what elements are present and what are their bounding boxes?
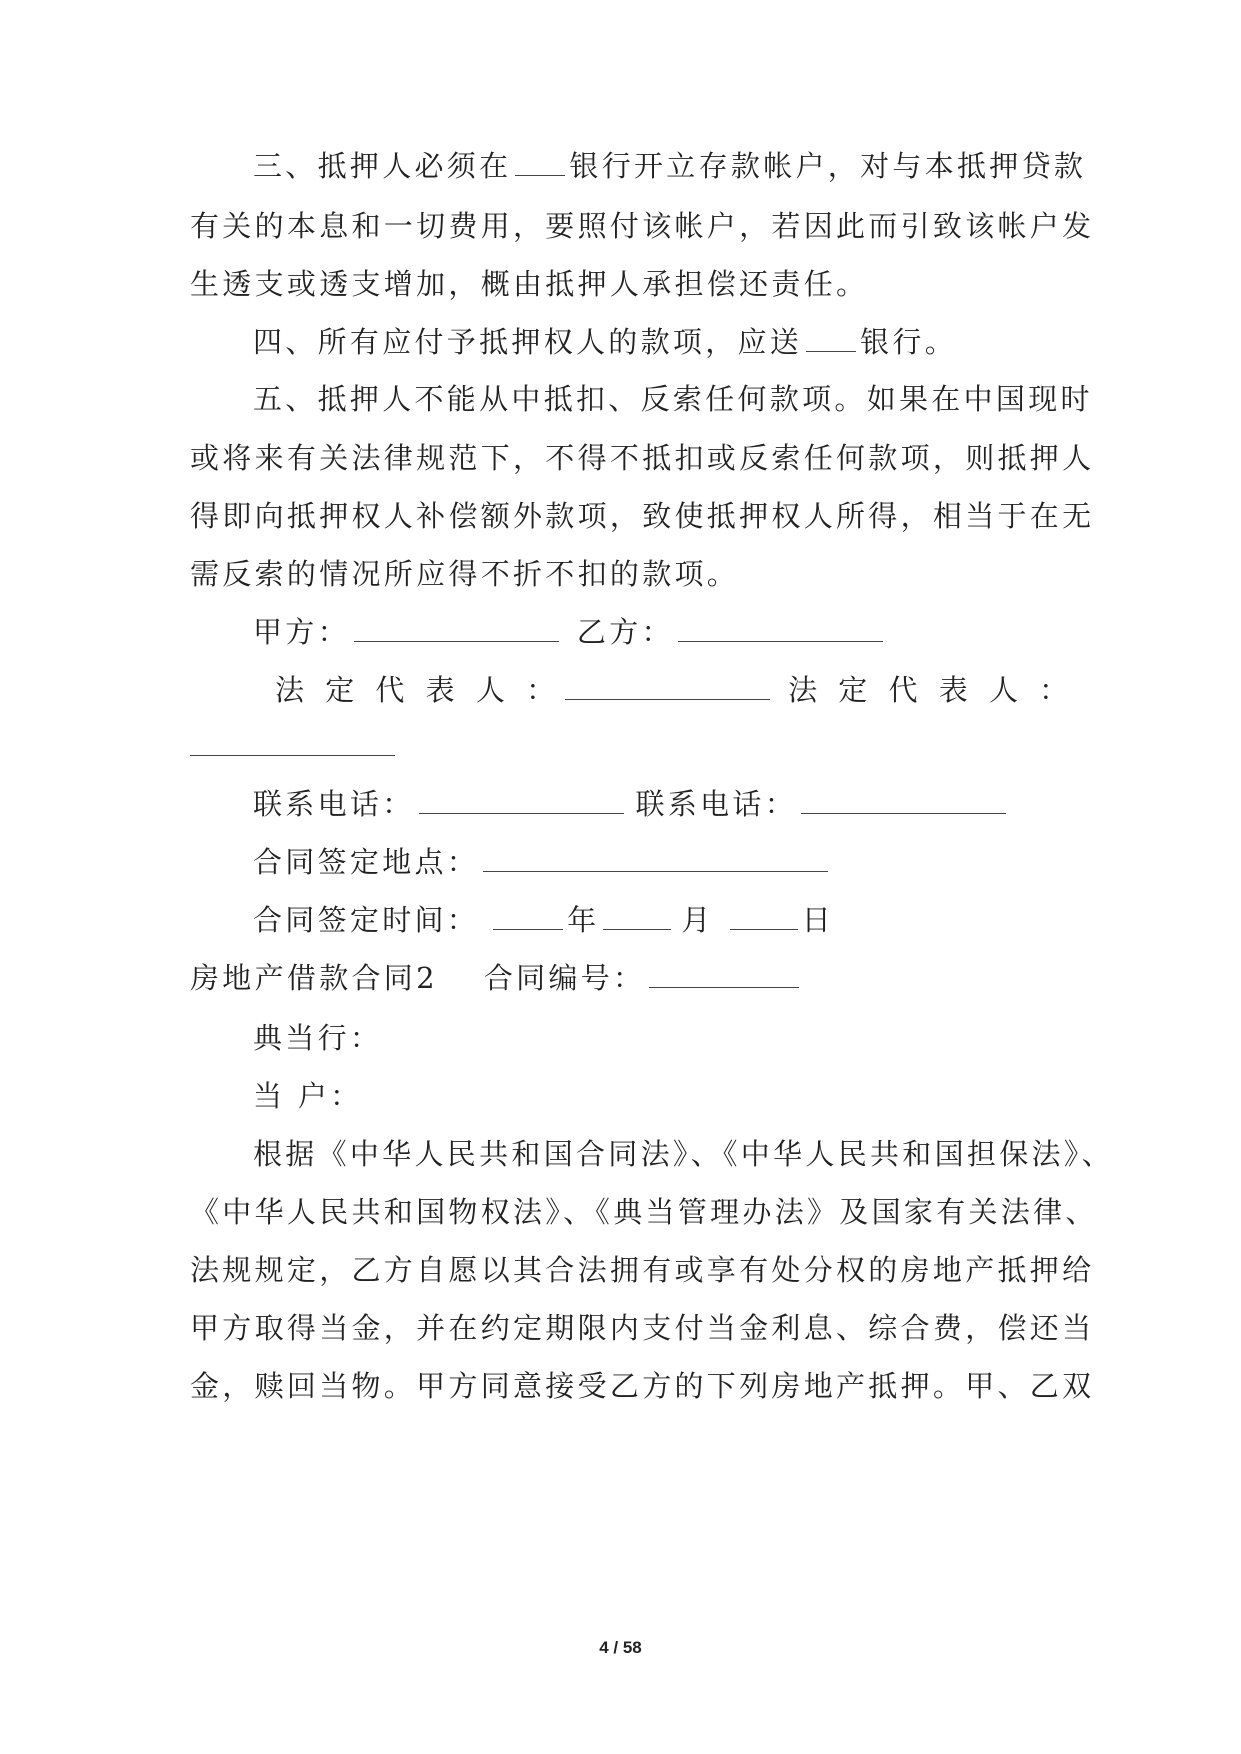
contract-2-body-line-2: 《中华人民共和国物权法》、《典当管理办法》及国家有关法律、 bbox=[190, 1195, 1098, 1229]
contract-2-body-line-3: 法规规定，乙方自愿以其合法拥有或享有处分权的房地产抵押给 bbox=[190, 1253, 1095, 1287]
signing-time-line: 合同签定时间： 年 月 日 bbox=[253, 903, 835, 937]
phone-a-blank bbox=[419, 789, 624, 814]
pawnshop-label: 典当行： bbox=[253, 1021, 383, 1055]
legal-rep-a-blank bbox=[565, 675, 770, 700]
contract-number-blank bbox=[649, 963, 799, 988]
year-blank bbox=[493, 905, 563, 930]
clause-5-line-2: 或将来有关法律规范下，不得不抵扣或反索任何款项，则抵押人 bbox=[190, 441, 1095, 475]
signing-place-line: 合同签定地点： bbox=[253, 842, 832, 882]
blank-field bbox=[806, 327, 856, 352]
legal-rep-b-blank bbox=[190, 731, 395, 756]
clause-5-line-1: 五、抵押人不能从中抵扣、反索任何款项。如果在中国现时 bbox=[253, 382, 1093, 416]
party-a-blank bbox=[354, 617, 559, 642]
legal-rep-line: 法 定 代 表 人 ： 法 定 代 表 人 ： bbox=[275, 673, 1075, 707]
clause-3-line-1: 三、抵押人必须在 银行开立存款帐户，对与本抵押贷款 bbox=[253, 149, 1087, 183]
contract-2-body-line-5: 金，赎回当物。甲方同意接受乙方的下列房地产抵押。甲、乙双 bbox=[190, 1369, 1095, 1403]
clause-3-line-3: 生透支或透支增加，概由抵押人承担偿还责任。 bbox=[190, 267, 869, 301]
clause-3-line-2: 有关的本息和一切费用，要照付该帐户，若因此而引致该帐户发 bbox=[190, 209, 1095, 243]
clause-4-line: 四、所有应付予抵押权人的款项，应送 银行。 bbox=[253, 325, 958, 359]
day-blank bbox=[730, 905, 798, 930]
clause-5-line-3: 得即向抵押权人补偿额外款项，致使抵押权人所得，相当于在无 bbox=[190, 499, 1095, 533]
clause-5-line-4: 需反索的情况所应得不折不扣的款项。 bbox=[190, 557, 740, 591]
legal-rep-b-blank-line bbox=[190, 726, 399, 766]
phone-line: 联系电话： 联系电话： bbox=[253, 784, 1010, 824]
contract-2-body-line-4: 甲方取得当金，并在约定期限内支付当金利息、综合费，偿还当 bbox=[190, 1311, 1095, 1345]
blank-field bbox=[515, 151, 565, 176]
contract-2-header: 房地产借款合同2 合同编号： bbox=[190, 958, 803, 998]
client-label: 当 户： bbox=[253, 1079, 363, 1113]
party-line: 甲方： 乙方： bbox=[253, 612, 887, 652]
page-number: 4 / 58 bbox=[599, 1638, 642, 1657]
contract-title: 房地产借款合同2 bbox=[190, 961, 438, 995]
contract-2-body-line-1: 根据《中华人民共和国合同法》、《中华人民共和国担保法》、 bbox=[253, 1137, 1114, 1171]
phone-b-blank bbox=[801, 789, 1006, 814]
month-blank bbox=[603, 905, 671, 930]
party-b-blank bbox=[678, 617, 883, 642]
signing-place-blank bbox=[483, 847, 828, 872]
